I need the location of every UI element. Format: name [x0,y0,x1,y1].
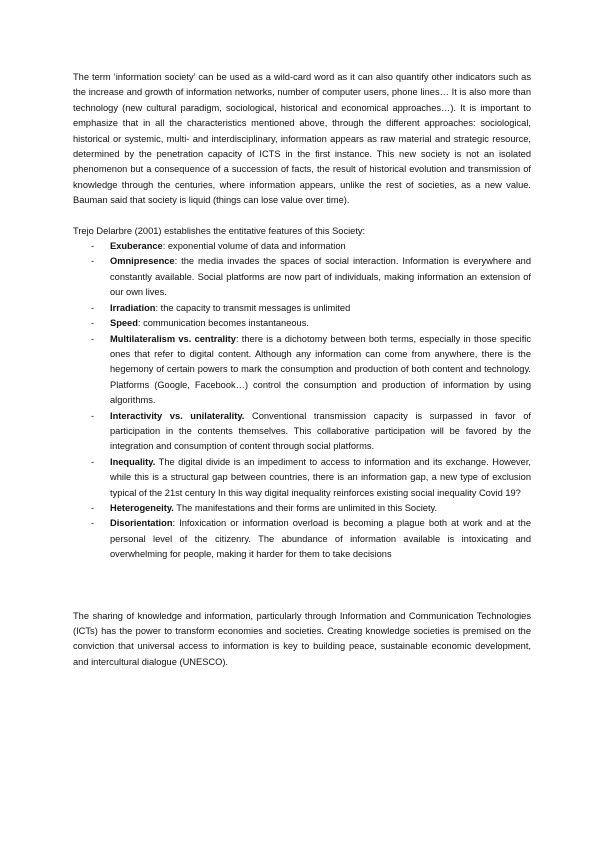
feature-item [73,409,531,455]
feature-text: : the capacity to transmit messages is unlimited [155,302,351,313]
feature-item [73,301,531,316]
feature-text: Conventional transmission capacity is surpassed in favor of participation in the contents themselves. This collaborative participation will be favored by the integration and consumption of content through social platforms. [110,410,531,452]
document-page [73,70,531,670]
feature-text: : there is a dichotomy between both terms, especially in those specific ones that refer to digital content. Although any information can come from anywhere, there is the hegemony of certain powers to mark the consumption and production of both content and technology. Platforms (Google, Facebook…) control the consumption and production of information by using algorithms. [110,333,531,406]
feature-item [73,254,531,300]
bullet-dash: - [91,456,95,467]
features-list [73,239,531,563]
bullet-dash: - [91,302,95,313]
feature-text: : the media invades the spaces of social interaction. Information is everywhere and constantly available. Social platforms are now part of individuals, making information an extension of our own lives. [110,256,531,298]
bullet-dash: - [91,241,95,252]
feature-term: Exuberance [110,241,163,252]
feature-term: Disorientation [110,518,173,529]
feature-term: Multilateralism vs. centrality [110,333,236,344]
feature-term: Inequality. [110,456,156,467]
feature-term: Omnipresence [110,256,175,267]
feature-term: Interactivity vs. unilaterality. [110,410,245,421]
feature-text: The manifestations and their forms are unlimited in this Society. [173,502,438,513]
bullet-dash: - [91,410,95,421]
bullet-dash: - [91,502,95,513]
paragraph-features-intro: Trejo Delarbre (2001) establishes the entitative features of this Society: [73,225,366,236]
bullet-dash: - [91,518,95,529]
feature-text: The digital divide is an impediment to access to information and its exchange. However, while this is a structural gap between countries, there is an information gap, a new type of exclusion typical of the 21st century In this way digital inequality reinforces existing social inequality Covid 19? [110,456,531,498]
paragraph-knowledge-sharing: The sharing of knowledge and information, particularly through Information and Communication Technologies (ICTs) has the power to transform economies and societies. Creating knowledge societies is premised on the conviction that universal access to information is key to building peace, sustainable economic development, and intercultural dialogue (UNESCO). [73,610,531,667]
feature-item [73,239,531,254]
feature-item [73,316,531,331]
feature-term: Heterogeneity. [110,502,174,513]
feature-item [73,332,531,409]
bullet-dash: - [91,256,95,267]
feature-item [73,516,531,562]
feature-term: Speed [110,318,138,329]
bullet-dash: - [91,318,95,329]
bullet-dash: - [91,333,95,344]
feature-text: : Infoxication or information overload is becoming a plague both at work and at the personal level of the citizenry. The abundance of information available is intoxicating and overwhelming for people, making it harder for them to take decisions [110,518,531,560]
feature-item [73,455,531,501]
feature-text: : exponential volume of data and information [162,241,346,252]
paragraph-information-society: The term ‘information society’ can be used as a wild-card word as it can also quantify other indicators such as the increase and growth of information networks, number of computer users, phone lines… It is also more than technology (new cultural paradigm, sociological, historical and economical approaches…). It is important to emphasize that in all the characteristics mentioned above, through the different approaches: sociological, historical or systemic, multi- and interdisciplinary, information appears as raw material and strategic resource, determined by the penetration capacity of ICTS in the first instance. This new society is not an isolated phenomenon but a consequence of a succession of facts, the result of historical evolution and transmission of knowledge through the centuries, where information appears, unlike the rest of societies, as a new value. Bauman said that society is liquid (things can lose value over time). [73,72,531,206]
feature-term: Irradiation [110,302,156,313]
feature-text: : communication becomes instantaneous. [137,318,309,329]
feature-item [73,501,531,516]
